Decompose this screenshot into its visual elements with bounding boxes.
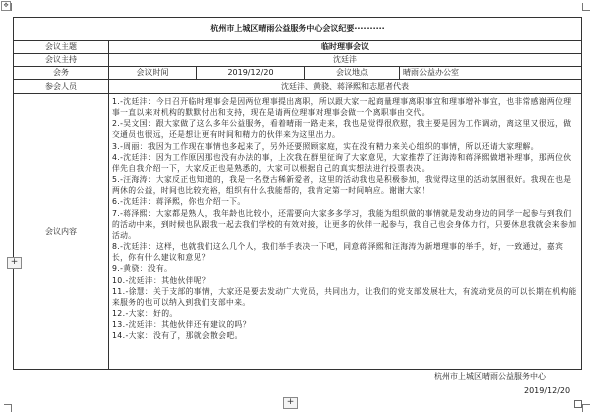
content-paragraph: 1.-沈廷沣：今日召开临时理事会是因两位理事提出离职，所以跟大家一起商量理事离职事宜和理事增补事宜，也非常感谢两位理事一直以来对机构的默默付出和支持，现在是请两位理事对理事会做一个离职事由交代。 <box>112 97 572 118</box>
meeting-time-label[interactable]: 会议时间 <box>109 67 197 80</box>
content-paragraph: 4.-沈廷沣：因为工作原因那也没有办法的事，上次我在群里征询了大家意见，大家推荐了汪海涛和蒋泽熙做增补理事，那两位伙伴先自我介绍一下，大家反正也是熟悉的，大家可以根据自己的真实想法进行投票表决。 <box>112 152 572 173</box>
content-paragraph: 7.-蒋泽熙：大家都是熟人，我年龄也比较小，还需要向大家多多学习，我能为组织做的事情就是发动身边的同学一起参与到我们的活动中来，到时候也队跟我一起去我们学校的有效对接，让更多的伙伴一起参与，我自己也会身体力行，只要休息我就会来参加活动。 <box>112 208 577 240</box>
topic-label[interactable]: 会议主题 <box>14 41 109 54</box>
table-resize-handle[interactable] <box>574 400 582 408</box>
attendees-label[interactable]: 参会人员 <box>14 80 109 94</box>
content-paragraph: 9.-黄骁：没有。 <box>112 264 173 274</box>
content-paragraph: 13.-沈廷沣：其他伙伴还有建议的吗？ <box>112 320 251 330</box>
content-paragraph: 6.-沈廷沣：蒋泽熙，你也介绍一下。 <box>112 197 246 207</box>
content-cell[interactable] <box>109 94 582 370</box>
content-paragraph: 10.-沈廷沣：其他伙伴呢？ <box>112 275 211 285</box>
content-paragraph: 8.-沈廷沣：这样，也就我们这么几个人，我们举手表决一下吧，同意蒋泽熙和汪海涛为新增理事的举手，好，一致通过，嘉宾长，你有什么建议和意见？ <box>112 242 564 263</box>
add-row-button[interactable]: + <box>7 257 22 269</box>
content-paragraph: 11.-徐慧：关于支部的事情，大家还是要去发动广大党员，共同出力，让我们的党支部发展壮大，有流动党员的可以长期在机构能来服务的也可以纳入到我们支部中来。 <box>112 286 577 307</box>
table-move-handle-icon[interactable]: ✥ <box>1 1 11 11</box>
minutes-table <box>13 17 582 370</box>
document-title: 杭州市上城区晴雨公益服务中心会议纪要 <box>210 24 355 33</box>
page-corner-mark <box>582 404 590 412</box>
signature-date: 2019/12/20 <box>524 386 571 395</box>
page-corner-mark <box>4 404 12 412</box>
title-leader-dots: ·········· <box>354 24 385 33</box>
meeting-place-value[interactable]: 晴雨公益办公室 <box>400 67 582 80</box>
content-paragraph: 3.-周丽：我因为工作现在事情也多起来了，另外还要照顾家庭，实在没有精力来关心组织的事情，所以还请大家理解。 <box>112 141 539 151</box>
meeting-label[interactable]: 会务 <box>14 67 109 80</box>
attendees-value[interactable]: 沈廷沣、黄骁、蒋泽熙和志愿者代表 <box>109 80 582 94</box>
signature-org: 杭州市上城区晴雨公益服务中心 <box>434 372 546 381</box>
content-paragraph: 12.-大家：好的。 <box>112 308 178 318</box>
content-paragraph: 14.-大家：没有了，那就会散会吧。 <box>112 331 243 341</box>
meeting-place-label[interactable]: 会议地点 <box>305 67 400 80</box>
content-label[interactable]: 会议内容 <box>14 94 109 370</box>
host-value[interactable]: 沈廷沣 <box>109 54 582 67</box>
content-paragraph: 5.-汪海涛：大家反正也知道的，我是一名登古稀新爱者，这里的活动我也是积极参加，我觉得这里的活动氛围很好。我现在也是两休的公益，时间也比较充裕，组织有什么我能帮的，我肯定第一时间响应。谢谢大家！ <box>112 175 572 196</box>
host-label[interactable]: 会议主持 <box>14 54 109 67</box>
document-title-cell[interactable] <box>14 18 582 41</box>
page-corner-mark <box>582 3 590 11</box>
topic-value[interactable]: 临时理事会议 <box>109 41 582 54</box>
meeting-time-value[interactable]: 2019/12/20 <box>197 67 305 80</box>
add-row-bottom-button[interactable]: + <box>283 397 298 409</box>
content-paragraph: 2.-吴文国：跟大家做了这么多年公益服务，看着晴雨一路走来，我也是觉得很欣慰，我主要是因为工作调动，离这里又很远，做交通员也很远，还是想让更有时间和精力的伙伴来为这里出力。 <box>112 119 572 140</box>
